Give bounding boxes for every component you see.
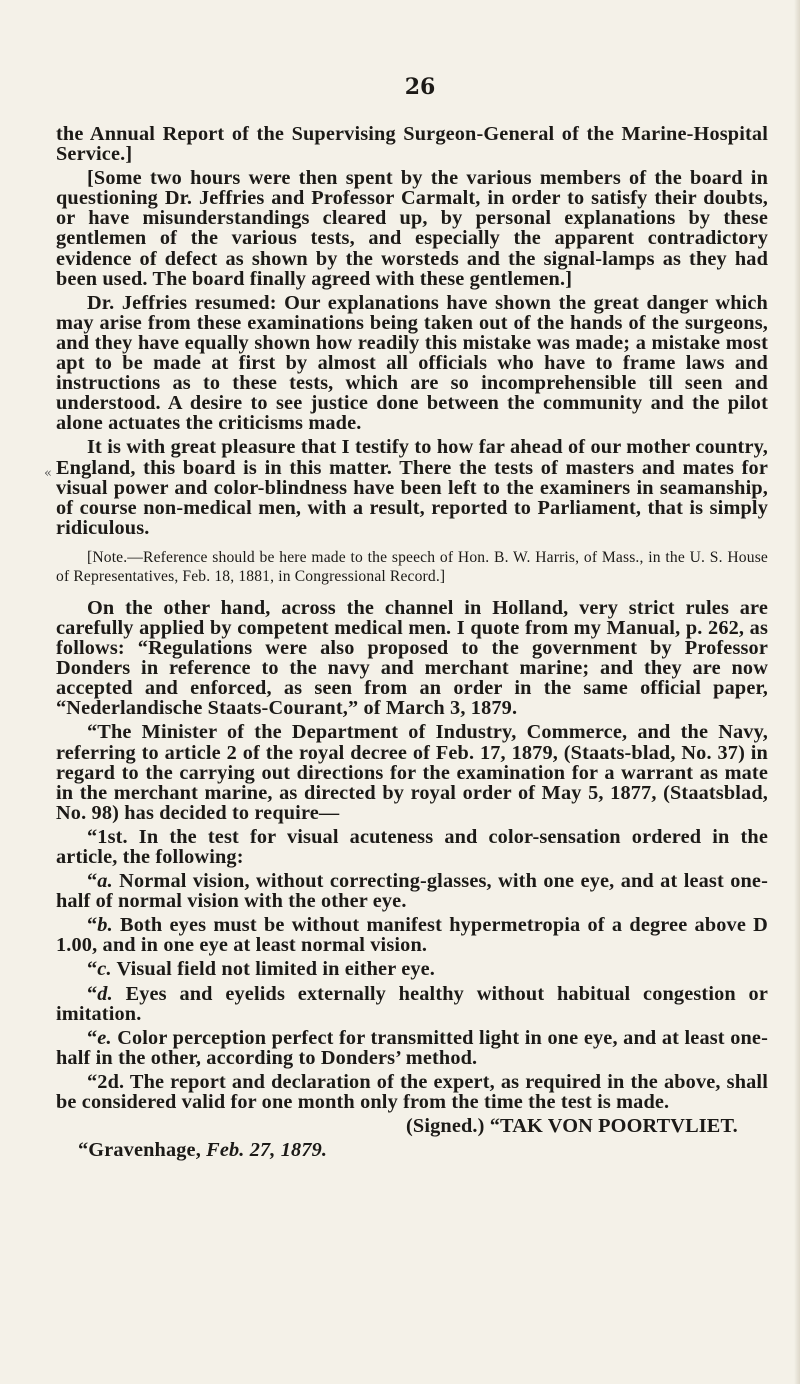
paragraph-jeffries-resumed: Dr. Jeffries resumed: Our explanations have shown the great danger which may arise from these examinations being taken out of the hands of the surgeons, and they have equally shown how readily this mistake was made; a mistake most apt to be made at first by almost all officials who have to frame laws and instructions as to these tests, which are so incomprehensible till seen and understood. A desire to see justice done between the community and the pilot alone actuates the criticisms made. [56,291,768,435]
signature: (Signed.) “TAK VON POORTVLIET. [406,1115,738,1138]
page-edge-shadow [794,0,800,1384]
paragraph-minister: “The Minister of the Department of Industry, Commerce, and the Navy, referring to article 2 of the royal decree of Feb. 17, 1879, (Staats-blad, No. 37) in regard to the carrying out directions for the examination for a warrant as mate in the merchant marine, as directed by royal order of May 5, 1877, (Staatsblad, No. 98) has decided to require— [56,721,768,824]
item-e-label: e. [97,1026,112,1049]
item-b-label: b. [97,914,113,937]
list-item-b: “b. Both eyes must be without manifest hypermetropia of a degree above D 1.00, and in one eye at least normal vision. [56,914,768,957]
list-item-d: “d. Eyes and eyelids externally healthy without habitual congestion or imitation. [56,982,768,1025]
item-a-label: a. [97,870,113,893]
page-number: 26 [404,74,436,100]
paragraph-england: It is with great pleasure that I testify to how far ahead of our mother country, England, this board is in this matter. There the tests of masters and mates for visual power and color-blindness have been left to the examiners in seamanship, of course non-medical men, with a result, reported to Parliament, that is simply ridiculous. [56,436,768,539]
editor-note: [Note.—Reference should be here made to the speech of Hon. B. W. Harris, of Mass., in the U. S. House of Representatives, Feb. 18, 1881, in Congressional Record.] [56,548,768,585]
paragraph-board-session: [Some two hours were then spent by the various members of the board in questioning Dr. Jeffries and Professor Carmalt, in order to satisfy their doubts, or have misunderstandings cleared up, by personal explanations by these gentlemen of the various tests, and especially the apparent contradictory evidence of defect as shown by the worsteds and the signal-lamps as they had been used. The board finally agreed with these gentlemen.] [56,167,768,290]
item-d-text: Eyes and eyelids externally healthy without habitual congestion or imitation. [56,982,768,1025]
list-item-a: “a. Normal vision, without correcting-glasses, with one eye, and at least one-half of normal vision with the other eye. [56,870,768,913]
margin-mark: « [44,466,52,481]
paragraph-second-requirement: “2d. The report and declaration of the expert, as required in the above, shall be considered valid for one month only from the time the test is made. [56,1070,768,1114]
item-d-label: d. [97,982,113,1005]
item-b-text: Both eyes must be without manifest hypermetropia of a degree above D 1.00, and in one eye at least normal vision. [56,914,768,957]
body-text [56,124,768,1164]
list-item-e: “e. Color perception perfect for transmitted light in one eye, and at least one-half in the other, according to Donders’ method. [56,1026,768,1069]
signature-date: Feb. 27, 1879. [206,1139,328,1162]
item-c-text: Visual field not limited in either eye. [116,958,436,981]
signature-place-date [56,1140,768,1160]
paragraph-continuation: the Annual Report of the Supervising Surgeon-General of the Marine-Hospital Service.] [56,123,768,166]
item-a-text: Normal vision, without correcting-glasses, with one eye, and at least one-half of normal vision with the other eye. [56,870,768,913]
list-item-c: “c. Visual field not limited in either eye. [87,958,436,981]
item-e-text: Color perception perfect for transmitted light in one eye, and at least one-half in the other, according to Donders’ method. [56,1026,768,1069]
paragraph-first-requirement: “1st. In the test for visual acuteness and color-sensation ordered in the article, the following: [56,825,768,868]
item-c-label: c. [97,958,112,981]
paragraph-holland: On the other hand, across the channel in Holland, very strict rules are carefully applied by competent medical men. I quote from my Manual, p. 262, as follows: “Regulations were also proposed to the government by Professor Donders in reference to the navy and merchant marine; and they are now accepted and enforced, as seen from an order in the same official paper, “Nederlandische Staats-Courant,” of March 3, 1879. [56,596,768,720]
signature-place: “Gravenhage, [78,1139,201,1162]
